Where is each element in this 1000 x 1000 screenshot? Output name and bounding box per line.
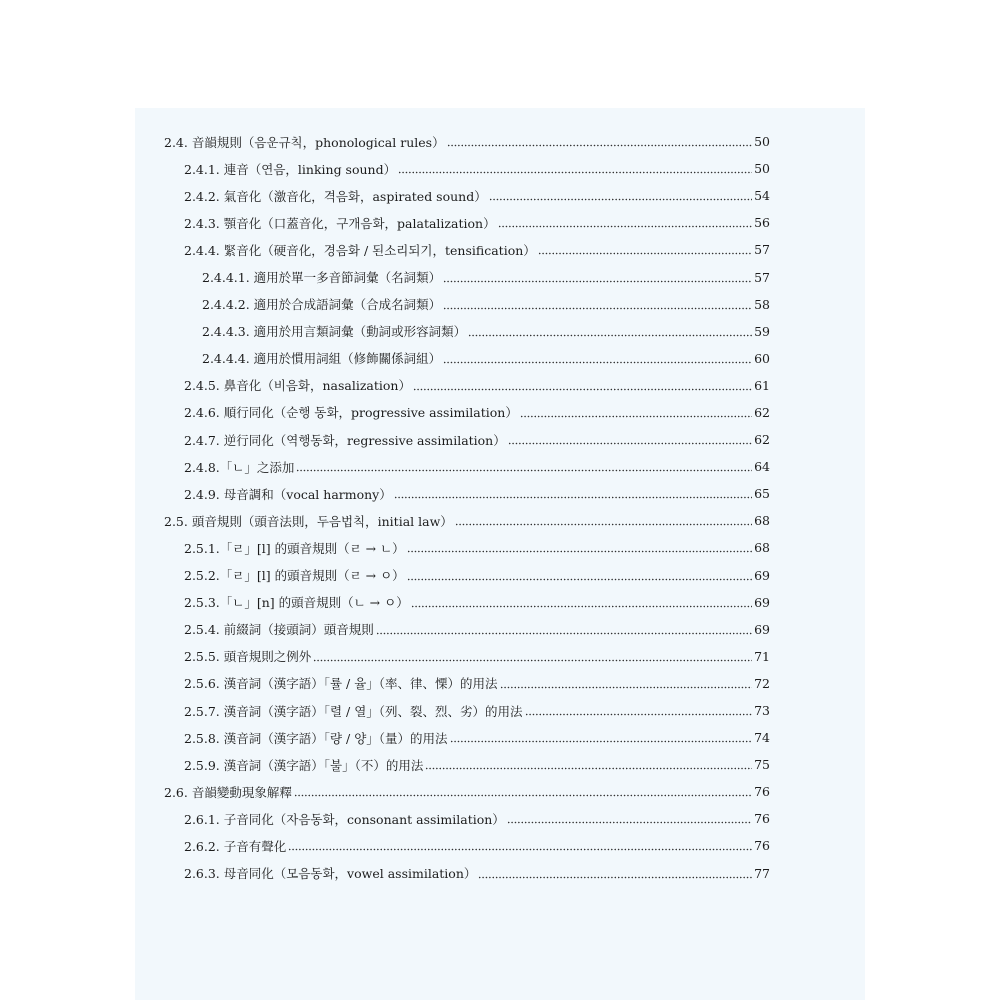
toc-entry[interactable]	[164, 155, 770, 182]
toc-page-number: 74	[754, 730, 770, 746]
toc-page-number: 61	[754, 377, 770, 393]
toc-page-number: 73	[754, 703, 770, 719]
dot-leader	[468, 334, 752, 337]
toc-entry[interactable]	[164, 399, 770, 426]
toc-entry[interactable]	[164, 562, 770, 589]
toc-entry-title: 2.4.4.1. 適用於單一多音節詞彙（名詞類）	[202, 270, 442, 286]
toc-entry[interactable]	[164, 372, 770, 399]
toc-page-number: 57	[754, 269, 770, 285]
toc-entry-title: 2.5.4. 前綴詞（接頭詞）頭音規則	[184, 622, 374, 638]
toc-entry[interactable]	[164, 453, 770, 480]
toc-entry[interactable]	[164, 643, 770, 670]
dot-leader	[489, 198, 752, 201]
toc-page-number: 76	[754, 784, 770, 800]
toc-entry[interactable]	[164, 778, 770, 805]
toc-entry-title: 2.5.6. 漢音詞（漢字語）「률 / 율」（率、律、慄）的用法	[184, 676, 498, 692]
table-of-contents	[164, 128, 770, 887]
toc-entry[interactable]	[164, 318, 770, 345]
toc-entry-title: 2.4.1. 連音（연음，linking sound）	[184, 161, 397, 177]
toc-entry-title: 2.4.7. 逆行同化（역행동화，regressive assimilation）	[184, 432, 506, 448]
dot-leader	[525, 713, 752, 716]
toc-page-number: 77	[754, 865, 770, 881]
toc-page-number: 71	[754, 648, 770, 664]
toc-entry[interactable]	[164, 182, 770, 209]
toc-entry-title: 2.4.8.「ㄴ」之添加	[184, 459, 295, 475]
toc-entry[interactable]	[164, 751, 770, 778]
toc-page-number: 50	[754, 134, 770, 150]
dot-leader	[413, 388, 752, 391]
dot-leader	[447, 144, 752, 147]
toc-entry-title: 2.5.9. 漢音詞（漢字語）「불」（不）的用法	[184, 757, 424, 773]
toc-entry[interactable]	[164, 128, 770, 155]
toc-page-number: 65	[754, 486, 770, 502]
toc-entry[interactable]	[164, 616, 770, 643]
toc-page-number: 69	[754, 567, 770, 583]
toc-entry[interactable]	[164, 480, 770, 507]
dot-leader	[507, 821, 752, 824]
toc-entry[interactable]	[164, 860, 770, 887]
dot-leader	[498, 225, 752, 228]
toc-page-number: 68	[754, 540, 770, 556]
dot-leader	[450, 740, 752, 743]
toc-entry[interactable]	[164, 236, 770, 263]
dot-leader	[455, 523, 752, 526]
toc-page-number: 50	[754, 161, 770, 177]
dot-leader	[407, 578, 752, 581]
toc-entry[interactable]	[164, 589, 770, 616]
dot-leader	[443, 280, 752, 283]
toc-entry-title: 2.5.1.「ㄹ」[l] 的頭音規則（ㄹ → ㄴ）	[184, 540, 405, 556]
dot-leader	[538, 252, 752, 255]
dot-leader	[443, 307, 752, 310]
toc-entry-title: 2.6.3. 母音同化（모음동화，vowel assimilation）	[184, 866, 477, 882]
dot-leader	[394, 496, 752, 499]
toc-page-number: 69	[754, 594, 770, 610]
toc-entry-title: 2.4.3. 顎音化（口蓋音化，구개음화，palatalization）	[184, 215, 496, 231]
dot-leader	[313, 659, 752, 662]
toc-entry[interactable]	[164, 426, 770, 453]
toc-page-number: 62	[754, 432, 770, 448]
dot-leader	[398, 171, 752, 174]
toc-entry-title: 2.6.1. 子音同化（자음동화，consonant assimilation）	[184, 811, 505, 827]
toc-entry[interactable]	[164, 670, 770, 697]
dot-leader	[508, 442, 752, 445]
toc-page-number: 68	[754, 513, 770, 529]
toc-entry-title: 2.4.4.2. 適用於合成語詞彙（合成名詞類）	[202, 297, 442, 313]
dot-leader	[294, 794, 752, 797]
toc-entry-title: 2.4.4. 緊音化（硬音化，경음화 / 된소리되기，tensification）	[184, 242, 536, 258]
toc-entry[interactable]	[164, 209, 770, 236]
dot-leader	[478, 876, 752, 879]
toc-entry-title: 2.4.4.4. 適用於慣用詞組（修飾關係詞組）	[202, 351, 442, 367]
toc-page-number: 56	[754, 215, 770, 231]
toc-entry-title: 2.5. 頭音規則（頭音法則，두음법칙，initial law）	[164, 513, 453, 529]
toc-entry-title: 2.5.8. 漢音詞（漢字語）「량 / 양」（量）的用法	[184, 730, 448, 746]
toc-page-number: 69	[754, 621, 770, 637]
dot-leader	[407, 550, 752, 553]
toc-page-number: 75	[754, 757, 770, 773]
toc-entry-title: 2.4.5. 鼻音化（비음화，nasalization）	[184, 378, 411, 394]
toc-page-number: 64	[754, 459, 770, 475]
toc-entry[interactable]	[164, 805, 770, 832]
toc-page-number: 72	[754, 675, 770, 691]
dot-leader	[425, 767, 752, 770]
dot-leader	[376, 632, 752, 635]
dot-leader	[411, 605, 752, 608]
toc-page-number: 62	[754, 404, 770, 420]
toc-entry[interactable]	[164, 345, 770, 372]
toc-entry-title: 2.6.2. 子音有聲化	[184, 838, 287, 854]
toc-page-number: 60	[754, 350, 770, 366]
toc-page-number: 54	[754, 188, 770, 204]
toc-page-number: 76	[754, 838, 770, 854]
toc-page-number: 76	[754, 811, 770, 827]
toc-entry-title: 2.5.2.「ㄹ」[l] 的頭音規則（ㄹ → ㅇ）	[184, 568, 405, 584]
toc-entry[interactable]	[164, 263, 770, 290]
dot-leader	[500, 686, 752, 689]
toc-entry[interactable]	[164, 534, 770, 561]
toc-page-number: 59	[754, 323, 770, 339]
dot-leader	[288, 848, 752, 851]
dot-leader	[296, 469, 752, 472]
toc-entry-title: 2.5.5. 頭音規則之例外	[184, 649, 312, 665]
dot-leader	[443, 361, 752, 364]
toc-entry[interactable]	[164, 832, 770, 859]
toc-entry-title: 2.4.4.3. 適用於用言類詞彙（動詞或形容詞類）	[202, 324, 467, 340]
toc-entry-title: 2.4.2. 氣音化（激音化，격음화，aspirated sound）	[184, 188, 487, 204]
toc-entry-title: 2.5.3.「ㄴ」[n] 的頭音規則（ㄴ → ㅇ）	[184, 595, 409, 611]
toc-entry-title: 2.6. 音韻變動現象解釋	[164, 784, 292, 800]
toc-entry[interactable]	[164, 724, 770, 751]
toc-entry[interactable]	[164, 697, 770, 724]
toc-entry-title: 2.4.6. 順行同化（순행 동화，progressive assimilation）	[184, 405, 518, 421]
toc-page-number: 58	[754, 296, 770, 312]
dot-leader	[520, 415, 752, 418]
toc-entry[interactable]	[164, 507, 770, 534]
toc-entry-title: 2.4.9. 母音調和（vocal harmony）	[184, 486, 392, 502]
toc-entry[interactable]	[164, 291, 770, 318]
toc-entry-title: 2.5.7. 漢音詞（漢字語）「렬 / 열」（列、裂、烈、劣）的用法	[184, 703, 523, 719]
toc-entry-title: 2.4. 音韻規則（음운규칙，phonological rules）	[164, 134, 445, 150]
toc-page-number: 57	[754, 242, 770, 258]
